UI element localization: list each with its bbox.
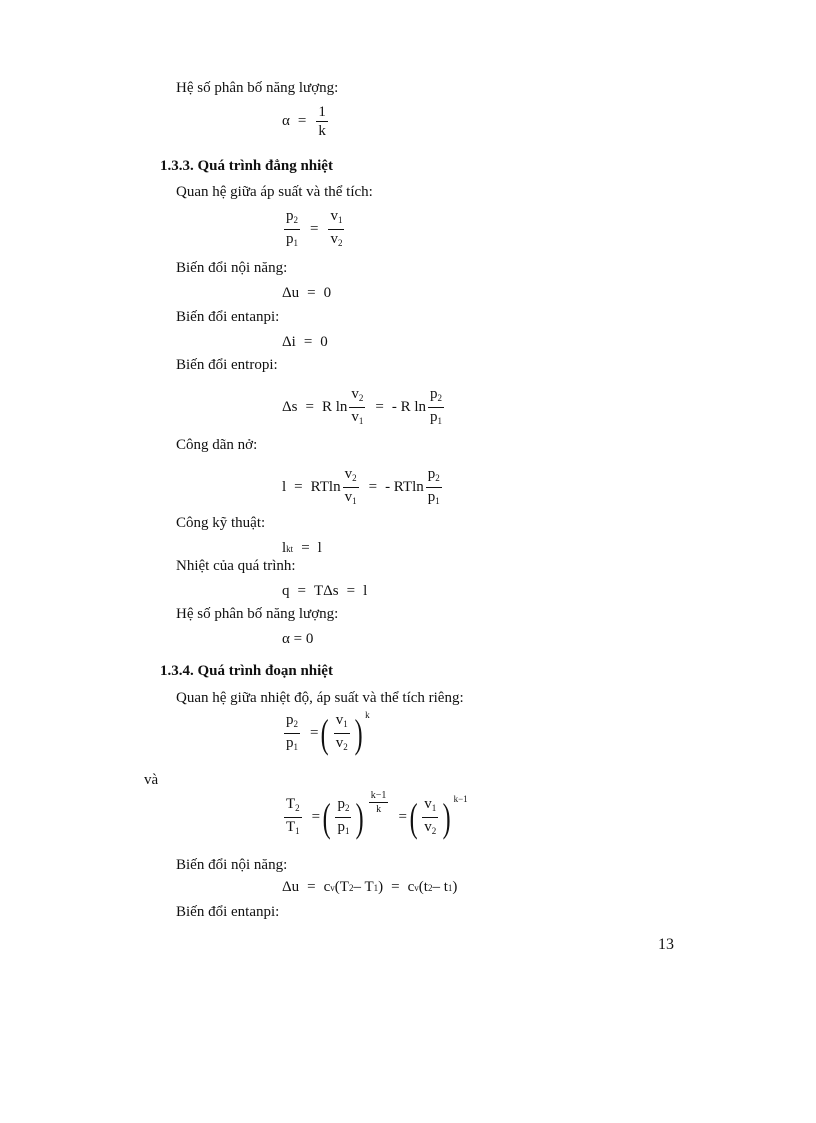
equation-di-zero xyxy=(282,334,328,351)
math-symbol: = xyxy=(307,285,316,301)
math-symbol: ln xyxy=(412,479,424,495)
math-symbol: v xyxy=(424,819,432,835)
text-line: Biến đổi entanpi: xyxy=(176,904,280,920)
math-symbol: Δu xyxy=(282,879,300,895)
math-symbol: v xyxy=(344,466,353,482)
subscript: 2 xyxy=(337,238,343,248)
subscript: 1 xyxy=(344,826,350,836)
text-line: Biến đổi entanpi: xyxy=(176,309,280,325)
subscript: 2 xyxy=(348,882,354,893)
math-symbol: Δu xyxy=(282,285,300,301)
math-symbol: Δi xyxy=(282,334,296,350)
math-symbol: l xyxy=(282,479,287,495)
subscript: 1 xyxy=(343,719,348,729)
math-symbol: 0 xyxy=(323,285,332,301)
math-symbol: v xyxy=(351,386,359,402)
math-symbol: p xyxy=(430,386,438,402)
math-symbol: = xyxy=(297,583,306,599)
equation-isothermal-pv xyxy=(282,208,346,251)
fraction xyxy=(328,208,344,251)
math-symbol: v xyxy=(344,489,353,505)
math-symbol: TΔs xyxy=(313,583,339,599)
fraction xyxy=(316,104,328,139)
equation-adiabatic-pv xyxy=(282,712,370,755)
text-line: Biến đổi nội năng: xyxy=(176,260,288,276)
right-paren: ) xyxy=(354,710,363,756)
text-line: Hệ số phân bố năng lượng: xyxy=(176,80,339,96)
math-symbol: RT xyxy=(310,479,329,495)
left-paren: ( xyxy=(409,794,418,840)
subscript: kt xyxy=(286,543,294,554)
math-symbol: v xyxy=(424,796,432,812)
equation-du-zero xyxy=(282,285,331,302)
exponent: k−1 xyxy=(453,794,468,804)
math-symbol: p xyxy=(337,796,345,812)
text-line: Nhiệt của quá trình: xyxy=(176,558,296,574)
equation-adiabatic-temperature xyxy=(282,790,468,840)
math-symbol: (T xyxy=(334,879,349,895)
subscript: 1 xyxy=(437,416,443,426)
right-paren: ) xyxy=(356,794,365,840)
subscript: 2 xyxy=(437,393,443,403)
text-line: và xyxy=(144,772,159,788)
math-symbol: p xyxy=(286,735,294,751)
numerator: k−1 xyxy=(370,790,387,801)
fraction xyxy=(284,208,300,251)
math-symbol: = xyxy=(301,540,310,556)
subscript: v xyxy=(414,882,419,893)
math-symbol: c xyxy=(323,879,331,895)
subscript: 1 xyxy=(373,882,379,893)
equation-adiabatic-du xyxy=(282,879,457,896)
math-symbol: - RT xyxy=(385,479,413,495)
math-symbol: α = 0 xyxy=(282,631,314,647)
math-symbol: p xyxy=(430,409,438,425)
exponent-fraction xyxy=(369,790,389,815)
fraction xyxy=(334,712,350,755)
fraction xyxy=(426,466,442,509)
math-symbol: = xyxy=(311,809,321,825)
math-symbol: = xyxy=(303,334,313,350)
math-symbol: = xyxy=(310,221,319,237)
math-symbol: – T xyxy=(353,879,374,895)
math-symbol: p xyxy=(286,231,294,247)
section-heading: 1.3.3. Quá trình đẳng nhiệt xyxy=(160,158,333,174)
equation-alpha-1-over-k xyxy=(282,104,330,139)
math-symbol: = xyxy=(307,879,316,895)
math-symbol: = xyxy=(375,399,384,415)
math-symbol: v xyxy=(351,409,359,425)
math-symbol: α xyxy=(282,113,290,129)
math-symbol: = xyxy=(368,479,378,495)
math-symbol: = xyxy=(297,113,307,129)
math-symbol: ln xyxy=(414,399,427,415)
math-symbol: = xyxy=(391,879,400,895)
math-symbol: Δs xyxy=(282,399,298,415)
text-line: Công kỹ thuật: xyxy=(176,515,266,531)
math-symbol: = xyxy=(294,479,303,495)
math-symbol: T xyxy=(286,819,296,835)
equation-expansion-work xyxy=(282,466,444,509)
text-line: Công dãn nở: xyxy=(176,437,258,453)
subscript: 2 xyxy=(293,719,298,729)
subscript: 1 xyxy=(431,803,437,813)
section-heading: 1.3.4. Quá trình đoạn nhiệt xyxy=(160,663,333,679)
math-symbol: p xyxy=(286,712,294,728)
fraction xyxy=(428,386,444,429)
subscript: v xyxy=(330,882,335,893)
subscript: 1 xyxy=(435,496,440,506)
math-symbol: p xyxy=(337,819,345,835)
subscript: 2 xyxy=(343,742,348,752)
math-symbol: l xyxy=(317,540,322,556)
math-symbol: ) xyxy=(378,879,384,895)
math-symbol: l xyxy=(363,583,368,599)
parenthesized-group xyxy=(318,712,365,755)
subscript: 2 xyxy=(295,803,300,813)
math-symbol: – t xyxy=(432,879,448,895)
equation-technical-work xyxy=(282,540,322,557)
math-symbol: v xyxy=(335,712,344,728)
math-symbol: l xyxy=(282,540,287,556)
math-symbol: p xyxy=(286,208,294,224)
equation-heat xyxy=(282,583,367,600)
math-symbol: ln xyxy=(335,399,348,415)
fraction xyxy=(422,796,438,839)
fraction xyxy=(335,796,351,839)
page-number: 13 xyxy=(658,936,674,953)
text-line: Quan hệ giữa áp suất và thể tích: xyxy=(176,184,373,200)
math-symbol: p xyxy=(427,489,436,505)
math-symbol: T xyxy=(286,796,296,812)
subscript: 2 xyxy=(293,215,298,225)
denominator: k xyxy=(318,123,326,139)
subscript: 1 xyxy=(295,826,300,836)
math-symbol: ) xyxy=(452,879,458,895)
math-symbol: v xyxy=(330,231,338,247)
equation-alpha-zero xyxy=(282,631,313,648)
math-symbol: p xyxy=(427,466,436,482)
fraction xyxy=(343,466,359,509)
subscript: 2 xyxy=(352,473,357,483)
parenthesized-group xyxy=(407,796,454,839)
subscript: 1 xyxy=(337,215,343,225)
math-symbol: = xyxy=(398,809,407,825)
exponent: k xyxy=(365,710,370,720)
subscript: 1 xyxy=(447,882,453,893)
subscript: 2 xyxy=(431,826,437,836)
math-symbol: 0 xyxy=(320,334,328,350)
math-symbol: (t xyxy=(418,879,428,895)
subscript: 2 xyxy=(358,393,364,403)
subscript: 1 xyxy=(358,416,364,426)
math-symbol: R xyxy=(321,399,332,415)
subscript: 1 xyxy=(293,742,298,752)
left-paren: ( xyxy=(322,794,331,840)
subscript: 2 xyxy=(435,473,440,483)
numerator: 1 xyxy=(318,104,326,120)
text-line: Quan hệ giữa nhiệt độ, áp suất và thể tích riêng: xyxy=(176,690,464,706)
left-paren: ( xyxy=(321,710,330,756)
math-symbol: v xyxy=(330,208,338,224)
right-paren: ) xyxy=(442,794,451,840)
subscript: 1 xyxy=(293,238,298,248)
fraction xyxy=(284,796,302,839)
math-symbol: q xyxy=(282,583,290,599)
fraction xyxy=(349,386,365,429)
math-symbol: - R xyxy=(391,399,411,415)
math-symbol: = xyxy=(305,399,314,415)
math-symbol: ln xyxy=(328,479,341,495)
subscript: 2 xyxy=(344,803,350,813)
text-line: Hệ số phân bố năng lượng: xyxy=(176,606,339,622)
subscript: 1 xyxy=(352,496,357,506)
text-line: Biến đổi entropi: xyxy=(176,357,278,373)
text-line: Biến đổi nội năng: xyxy=(176,857,288,873)
math-symbol: v xyxy=(335,735,344,751)
math-symbol: c xyxy=(407,879,415,895)
math-symbol: = xyxy=(346,583,356,599)
subscript: 2 xyxy=(427,882,433,893)
fraction xyxy=(284,712,300,755)
denominator: k xyxy=(376,804,382,815)
parenthesized-group xyxy=(320,796,367,839)
equation-entropy xyxy=(282,386,446,429)
math-symbol: = xyxy=(310,725,319,741)
